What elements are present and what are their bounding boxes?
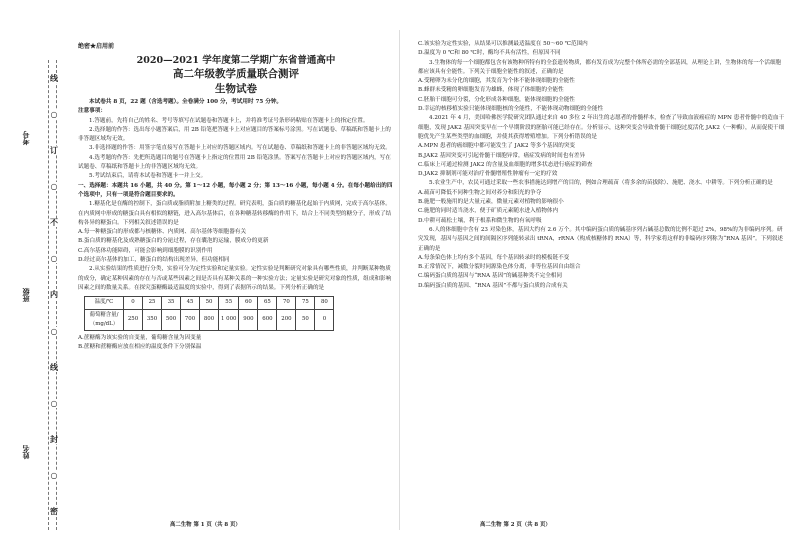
right-body [418, 40, 786, 291]
q5-option-a: A.疏苗可降低不同种生物之间对养分和阳光的争夺 [418, 189, 542, 196]
binding-strip [8, 60, 68, 530]
table-header-label: 温度/℃ [85, 297, 124, 309]
seal-line-marks [48, 60, 60, 530]
table-header-cell: 45 [181, 297, 200, 309]
q6-option-d: D.编码蛋白质的基因、“RNA 基因”不都与蛋白质的合成有关 [418, 282, 568, 289]
name-field: 姓名 [21, 444, 30, 459]
table-cell: 1 000 [219, 309, 239, 331]
seal-line-mark: ○ [50, 397, 58, 408]
q1-option-a: A.每一种糖蛋白的形成都与核糖体、内质网、高尔基体等细胞器有关 [78, 229, 247, 236]
seal-line-mark: 线 [50, 72, 58, 83]
q2-option-c: C.该实验为定性实验，从结果可以推测最适温度在 50～60 ℃范围内 [418, 41, 588, 47]
seal-line-mark: 线 [50, 361, 58, 372]
q4-option-c: C.临床上可通过检测 JAK2 的含量及血细胞的增多状态进行癌症的筛查 [418, 161, 593, 168]
table-header-cell: 35 [162, 297, 181, 309]
page-footer-right: 高二生物 第 2 页（共 8 页） [480, 522, 551, 528]
q4-option-b: B.JAK2 基因突变可引起骨髓干细胞异常，癌症发病的时间也有差异 [418, 152, 586, 159]
q3-option-d: D.幸运的核移植实验只能体现细胞核的全能性，不能体现动物细胞的全能性 [418, 106, 604, 113]
q5-option-d: D.中耕可疏松土壤，利于根系和微生物的有氧呼吸 [418, 217, 542, 224]
table-header-cell: 60 [239, 297, 258, 309]
exam-intro: 本试卷共 8 页，22 题（含选考题）。全卷满分 100 分，考试用时 75 分钟。 [89, 99, 283, 105]
table-cell: 200 [277, 309, 296, 331]
secret-label: 绝密★启用前 [78, 43, 115, 50]
note-2: 2.选择题的作答：选出每小题答案后，用 2B 铅笔把答题卡上对应题目的答案标号涂黑。写在试题卷、草稿纸和答题卡上的非答题区域均无效。 [78, 126, 391, 143]
q4-stem: 4.2021 年 4 月，美国哈佛医学院研究团队通过来自 40 多位 2 年出生的志愿者的骨髓样本，检查了导致血液癌症的 MPN 患者骨髓中的造血干细胞，发现 JAK2 基因突变早在一个早期阶段的胚胎可能已经存在。分析显示，这种突变会导致骨髓干细胞过度活化 JAK2（一种酶），从而促使干细胞优先产生某些类型的血细胞，并使其获得增殖增加。下列分析错误的是 [418, 115, 785, 140]
table-cell: 900 [239, 309, 258, 331]
seal-line-mark: 订 [50, 144, 58, 155]
q6-option-b: B.正常情况下，减数分裂时同源染色体分离，非等位基因自由组合 [418, 264, 581, 271]
q1-option-c: C.高尔基体功能障碍，可能会影响到细胞膜的识别作用 [78, 247, 213, 254]
q6-stem: 6.人的体细胞中含有 23 对染色体，基因大约有 2.6 万个。其中编码蛋白质的碱基序列占碱基总数的比例不超过 2%，98%的为非编码序列。研究发现，基因与基因之间的间隔区序列能转录出 tRNA，rRNA（构成核糖体的 RNA）等，科学家将这样的非编码序列称为“RNA 基因”。下列叙述正确的是 [418, 226, 784, 252]
table-cell: 500 [162, 309, 181, 331]
q3-option-a: A.受精卵为未分化的细胞，其发育为个体不能体现细胞的全能性 [418, 78, 575, 85]
seal-line-mark: ○ [50, 325, 58, 336]
q3-stem: 3.生物体的每一个细胞都包含有该物种所特有的全套遗传物质，都有发育成为完整个体所必需的全部基因，从理论上讲，生物体的每一个活细胞都应该具有全能性。下列关于细胞全能性的叙述，正确的是 [418, 59, 782, 75]
q2-option-a: A.蔗糖酶为该实验的自变量，葡萄糖含量为因变量 [78, 335, 202, 342]
table-cell: 250 [124, 309, 143, 331]
seal-line-mark: ○ [50, 253, 58, 264]
q2-option-b: B.蔗糖和蔗糖酶应放在相应的温度条件下分别保温 [78, 344, 202, 351]
candidate-fields [16, 60, 36, 530]
q2-data-table [84, 296, 334, 331]
seal-line-mark: 密 [50, 506, 58, 517]
page-footer-left: 高二生物 第 1 页（共 8 页） [170, 522, 241, 528]
q1-option-d: D.经过高尔基体的加工，糖蛋白的结构出现差异，但功能相同 [78, 257, 230, 264]
q2-table-header-row [85, 297, 334, 309]
seal-line-mark: ○ [50, 470, 58, 481]
q5-option-b: B.施肥一般施用的是大量元素，微量元素对植物的影响很小 [418, 199, 564, 206]
class-field: 班级 [21, 287, 30, 302]
q5-option-c: C.施肥的同时适当浇水，便于矿质元素随水进入植物体内 [418, 208, 559, 215]
table-header-cell: 65 [258, 297, 277, 309]
table-header-cell: 25 [143, 297, 162, 309]
table-cell: 50 [296, 309, 315, 331]
q2-table-value-row [85, 309, 334, 331]
exam-title-line2: 高二年级教学质量联合测评 [173, 68, 299, 80]
q3-option-c: C.胚胎干细胞可分裂，分化形成各种细胞，能体现细胞的全能性 [418, 96, 575, 103]
seal-line-mark: 内 [50, 289, 58, 300]
note-1: 1.答题前，先将自己的姓名、考号等填写在试题卷和答题卡上，并将准考证号条形码粘贴在答题卡上的指定位置。 [89, 117, 369, 124]
q2-stem: 2.从实验结果的性质进行分类，实验可分为定性实验和定量实验。定性实验是判断研究对象具有哪些性质，并判断某种物质的成分，确定某种因素的存在与否或某些因素之间是否具有某种关系的一种实验方法；定量实验是研究对象的性质，组成和影响因素之间的数量关系。在探究蛋糖酶最适温度的实验中，得到了表据所示的结果。下列分析正确的是 [78, 266, 392, 291]
q6-option-c: C.编码蛋白质的基因与“RNA 基因”的碱基种类不完全相同 [418, 273, 562, 280]
q2-option-d: D.温度为 0 ℃和 80 ℃时，酶均不具有活性，但原因不同 [418, 50, 561, 57]
table-header-cell: 50 [200, 297, 219, 309]
left-body [78, 98, 394, 353]
notes-heading: 注意事项： [78, 108, 106, 115]
note-5: 5.考试结束后，请将本试卷和答题卡一并上交。 [89, 173, 207, 180]
q1-stem: 1.糖基化是在酶的控制下，蛋白质或脂质附加上糖类的过程。研究表明，蛋白质的糖基化起始于内质网，完成于高尔基体。在内质网中形成的糖蛋白具有相似的糖链，进入高尔基体后，在各种糖基转移酶的作用下，结合上不同类型的糖分子，形成了结构各异的糖蛋白。下列相关叙述错误的是 [78, 201, 392, 226]
seal-line-mark: 封 [50, 433, 58, 444]
note-4: 4.选考题的作答：先把所选题目的题号在答题卡上指定的位置用 2B 铅笔涂黑。答案写在答题卡上对应的答题区域内，写在试题卷、草稿纸和答题卡上的非答题区域均无效。 [78, 154, 391, 171]
q3-option-b: B.蜂群未受精的卵细胞发育为雄蜂，体现了体细胞的全能性 [418, 87, 564, 94]
q4-option-d: D.JAK2 抑制剂可能对治疗骨髓增殖性肿瘤有一定的疗效 [418, 171, 558, 178]
right-page [400, 0, 794, 551]
q1-option-b: B.蛋白质的糖基化及成熟糖蛋白的分泌过程，存在囊泡的运输，膜成分的更新 [78, 238, 269, 245]
table-cell: 0 [315, 309, 334, 331]
table-cell: 700 [181, 309, 200, 331]
seal-line-mark: 不 [50, 217, 58, 228]
table-header-cell: 70 [277, 297, 296, 309]
table-header-cell: 0 [124, 297, 143, 309]
table-row-label: 葡萄糖含量/（mg/dL） [85, 309, 124, 331]
table-cell: 600 [258, 309, 277, 331]
seal-line-mark: ○ [50, 108, 58, 119]
q5-stem: 5.农业生产中，农民可通过采取一些农事措施达到增产的目的，例如合理疏苗（将多余的苗拔除）、施肥、浇水、中耕等。下列分析正确的是 [429, 180, 773, 187]
note-3: 3.非选择题的作答：用签字笔直接写在答题卡上对应的答题区域内。写在试题卷、草稿纸和答题卡上的非答题区域均无效。 [89, 145, 391, 152]
exam-number-field: 考号 [21, 131, 30, 146]
table-header-cell: 55 [219, 297, 239, 309]
table-cell: 350 [143, 309, 162, 331]
exam-title-line1: 2020—2021 学年度第二学期广东省普通高中 [136, 55, 336, 66]
q6-option-a: A.每条染色体上均有多个基因，每个基因转录时的模板链不变 [418, 254, 570, 261]
seal-line-mark: ○ [50, 180, 58, 191]
exam-subject-title: 生物试卷 [215, 83, 257, 95]
section-1-heading: 一、选择题：本题共 16 小题，共 40 分。第 1～12 小题，每小题 2 分；第 13～16 小题，每小题 4 分。在每小题给出的四个选项中，只有一项是符合题目要求的。 [78, 182, 393, 198]
table-cell: 800 [200, 309, 219, 331]
table-header-cell: 75 [296, 297, 315, 309]
table-header-cell: 80 [315, 297, 334, 309]
q4-option-a: A.MPN 患者的癌细胞中都可能发生了 JAK2 等多个基因的突变 [418, 143, 576, 150]
